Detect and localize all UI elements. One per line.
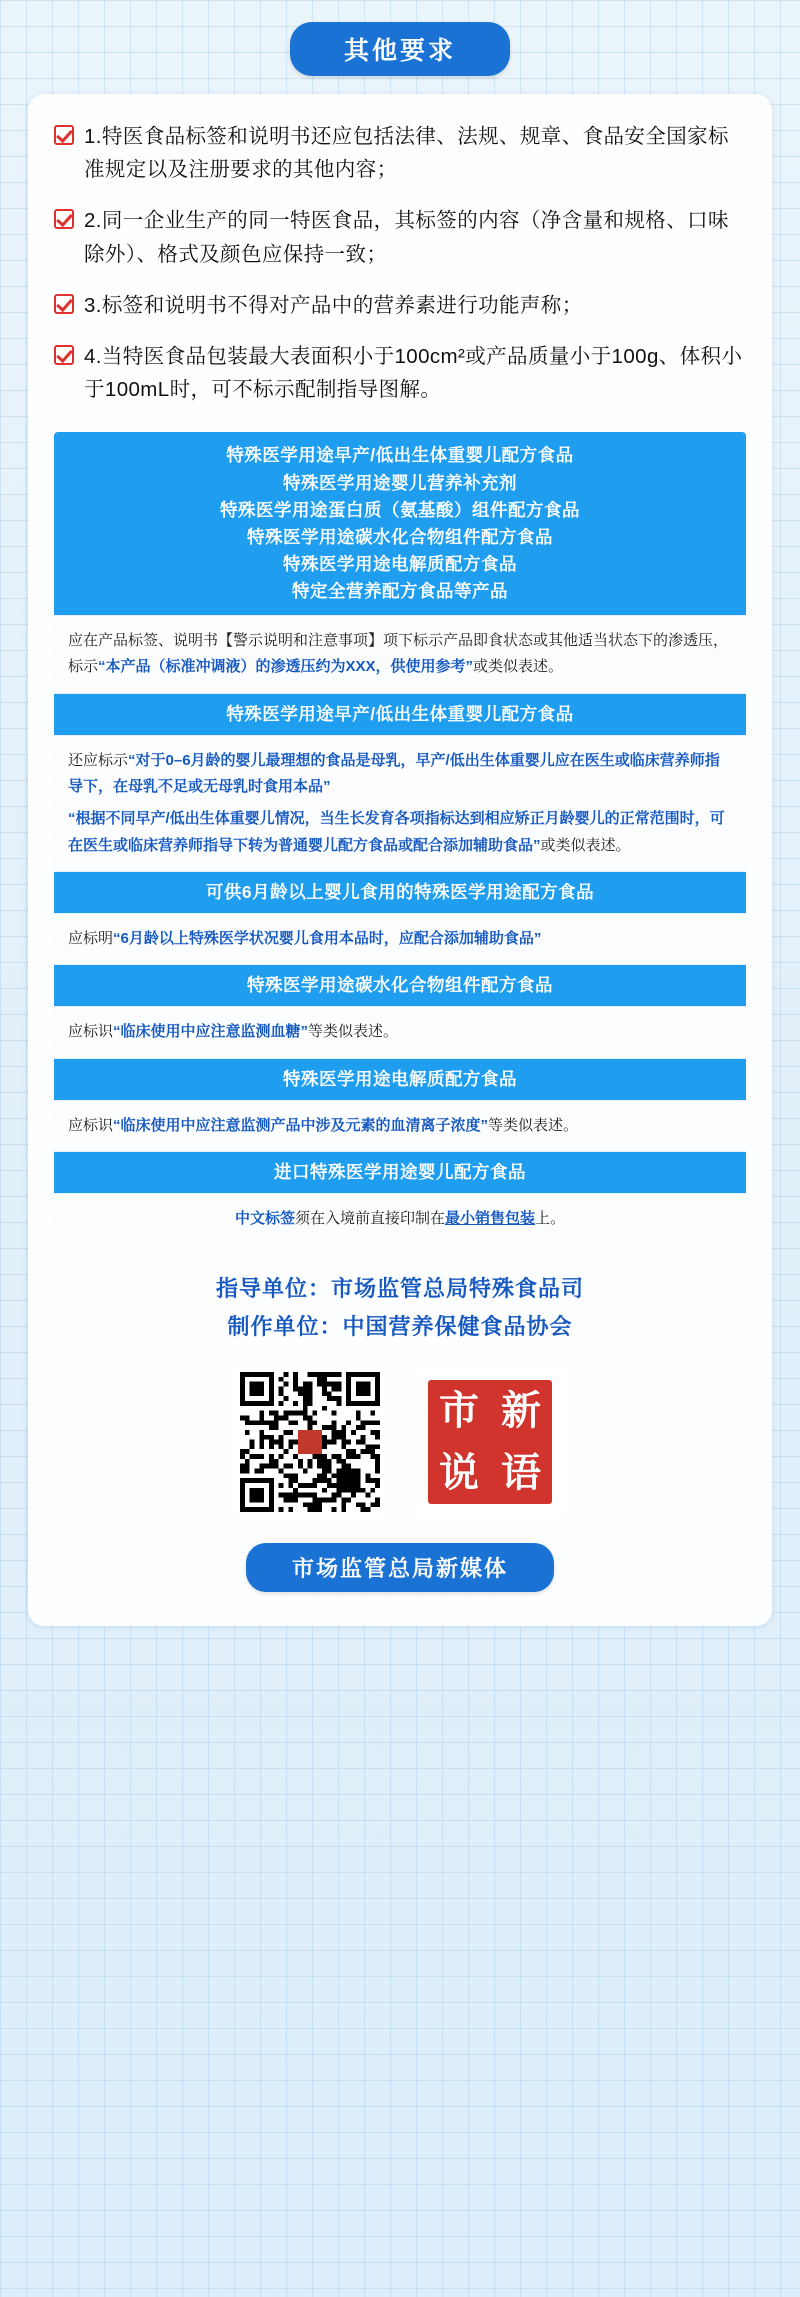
note-run: 还应标示: [68, 751, 129, 769]
osmolality-note: [54, 615, 746, 693]
bar-line: 特殊医学用途蛋白质（氨基酸）组件配方食品: [220, 499, 580, 520]
note-run: 须在入境前直接印制在: [294, 1210, 445, 1228]
note-run: 等类似表述。: [308, 1023, 399, 1041]
imported-infant-formula-bar: [54, 1151, 746, 1193]
requirement-item: [54, 336, 746, 420]
note-paragraph: [68, 628, 732, 681]
imported-infant-formula-note: [54, 1193, 746, 1244]
checkbox-checked-icon: [54, 125, 74, 145]
bar-line: 特殊医学用途婴儿营养补充剂: [283, 472, 517, 493]
seal-char: 市: [439, 1387, 479, 1435]
header: [0, 0, 800, 76]
note-run: “6月龄以上特殊医学状况婴儿食用本品时，应配合添加辅助食品”: [113, 929, 542, 947]
note-paragraph: [68, 1019, 732, 1045]
note-run: “临床使用中应注意监测产品中涉及元素的血清离子浓度”: [113, 1116, 489, 1134]
requirements-list: [54, 116, 746, 420]
qr-code[interactable]: [235, 1367, 385, 1517]
note-run: “本产品（标准冲调液）的渗透压约为XXX，供使用参考”: [98, 658, 474, 676]
credit-guidance: 指导单位：市场监管总局特殊食品司: [215, 1276, 584, 1302]
note-paragraph: [68, 748, 732, 801]
note-run: 应标明: [68, 929, 114, 947]
footer-title: 市场监管总局新媒体: [246, 1543, 554, 1592]
requirement-text: 4.当特医食品包装最大表面积小于100cm²或产品质量小于100g、体积小于100mL时，可不标示配制指导图解。: [84, 345, 743, 402]
content-card: [28, 94, 772, 1626]
note-paragraph: [68, 806, 732, 859]
note-run: “临床使用中应注意监测血糖”: [113, 1023, 309, 1041]
requirement-text: 2.同一企业生产的同一特医食品，其标签的内容（净含量和规格、口味除外）、格式及颜色应保持一致；: [84, 209, 729, 266]
note-run: 中文标签: [234, 1210, 295, 1228]
note-paragraph: [68, 926, 732, 952]
preterm-formula-bar: [54, 693, 746, 735]
bar-line: 特殊医学用途早产/低出生体重婴儿配方食品: [226, 703, 574, 724]
note-run: 等类似表述。: [488, 1116, 579, 1134]
checkbox-checked-icon: [54, 345, 74, 365]
footer: [54, 1543, 746, 1600]
note-run: 最小销售包装: [445, 1210, 536, 1228]
bar-line: 特殊医学用途电解质配方食品: [283, 553, 517, 574]
seal-stamp: [415, 1367, 565, 1517]
checkbox-checked-icon: [54, 294, 74, 314]
carbohydrate-module-bar: [54, 964, 746, 1006]
sections-stack: [54, 432, 746, 1244]
note-run: “根据不同早产/低出生体重婴儿情况，当生长发育各项指标达到相应矫正月龄婴儿的正常范围时，可在医生或临床营养师指导下转为普通婴儿配方食品或配合添加辅助食品”: [68, 810, 725, 854]
note-run: 应在产品标签、说明书【警示说明和注意事项】项下标示产品即食状态或其他适当状态下的渗透压，标示: [68, 632, 729, 676]
checkbox-checked-icon: [54, 209, 74, 229]
note-run: 或类似表述。: [473, 658, 564, 676]
over-6-months-bar: [54, 871, 746, 913]
electrolyte-formula-note: [54, 1100, 746, 1151]
info-stack: [54, 432, 746, 1244]
bar-line: 特殊医学用途碳水化合物组件配方食品: [247, 975, 553, 996]
bar-line: 特殊医学用途电解质配方食品: [283, 1068, 517, 1089]
carbohydrate-module-note: [54, 1006, 746, 1057]
seal-char: 新: [501, 1387, 541, 1435]
electrolyte-formula-bar: [54, 1058, 746, 1100]
requirement-item: [54, 200, 746, 284]
seal-char: 语: [501, 1449, 541, 1497]
over-6-months-note: [54, 913, 746, 964]
note-run: “对于0–6月龄的婴儿最理想的食品是母乳，早产/低出生体重婴儿应在医生或临床营养师指导下，在母乳不足或无母乳时食用本品”: [68, 751, 720, 796]
preterm-formula-note: [54, 735, 746, 871]
bar-line: 可供6月龄以上婴儿食用的特殊医学用途配方食品: [205, 881, 595, 902]
page-title: 其他要求: [290, 22, 510, 76]
codes-row: [54, 1367, 746, 1517]
bar-line: 特殊医学用途早产/低出生体重婴儿配方食品: [226, 445, 574, 466]
product-scope-bar: [54, 432, 746, 615]
requirement-item: [54, 116, 746, 200]
note-run: 或类似表述。: [540, 836, 631, 854]
credits: [54, 1270, 746, 1345]
note-run: 应标识: [68, 1116, 114, 1134]
bar-line: 特定全营养配方食品等产品: [292, 581, 508, 602]
bar-line: 进口特殊医学用途婴儿配方食品: [274, 1161, 526, 1182]
seal-char: 说: [439, 1449, 479, 1497]
credit-production: 制作单位：中国营养保健食品协会: [227, 1313, 573, 1339]
note-run: 上。: [535, 1210, 566, 1228]
bar-line: 特殊医学用途碳水化合物组件配方食品: [247, 526, 553, 547]
note-paragraph: [68, 1206, 732, 1232]
note-paragraph: [68, 1113, 732, 1139]
requirement-item: [54, 285, 746, 336]
note-run: 应标识: [68, 1023, 114, 1041]
requirement-text: 3.标签和说明书不得对产品中的营养素进行功能声称；: [84, 293, 583, 317]
requirement-text: 1.特医食品标签和说明书还应包括法律、法规、规章、食品安全国家标准规定以及注册要求的其他内容；: [84, 125, 729, 182]
